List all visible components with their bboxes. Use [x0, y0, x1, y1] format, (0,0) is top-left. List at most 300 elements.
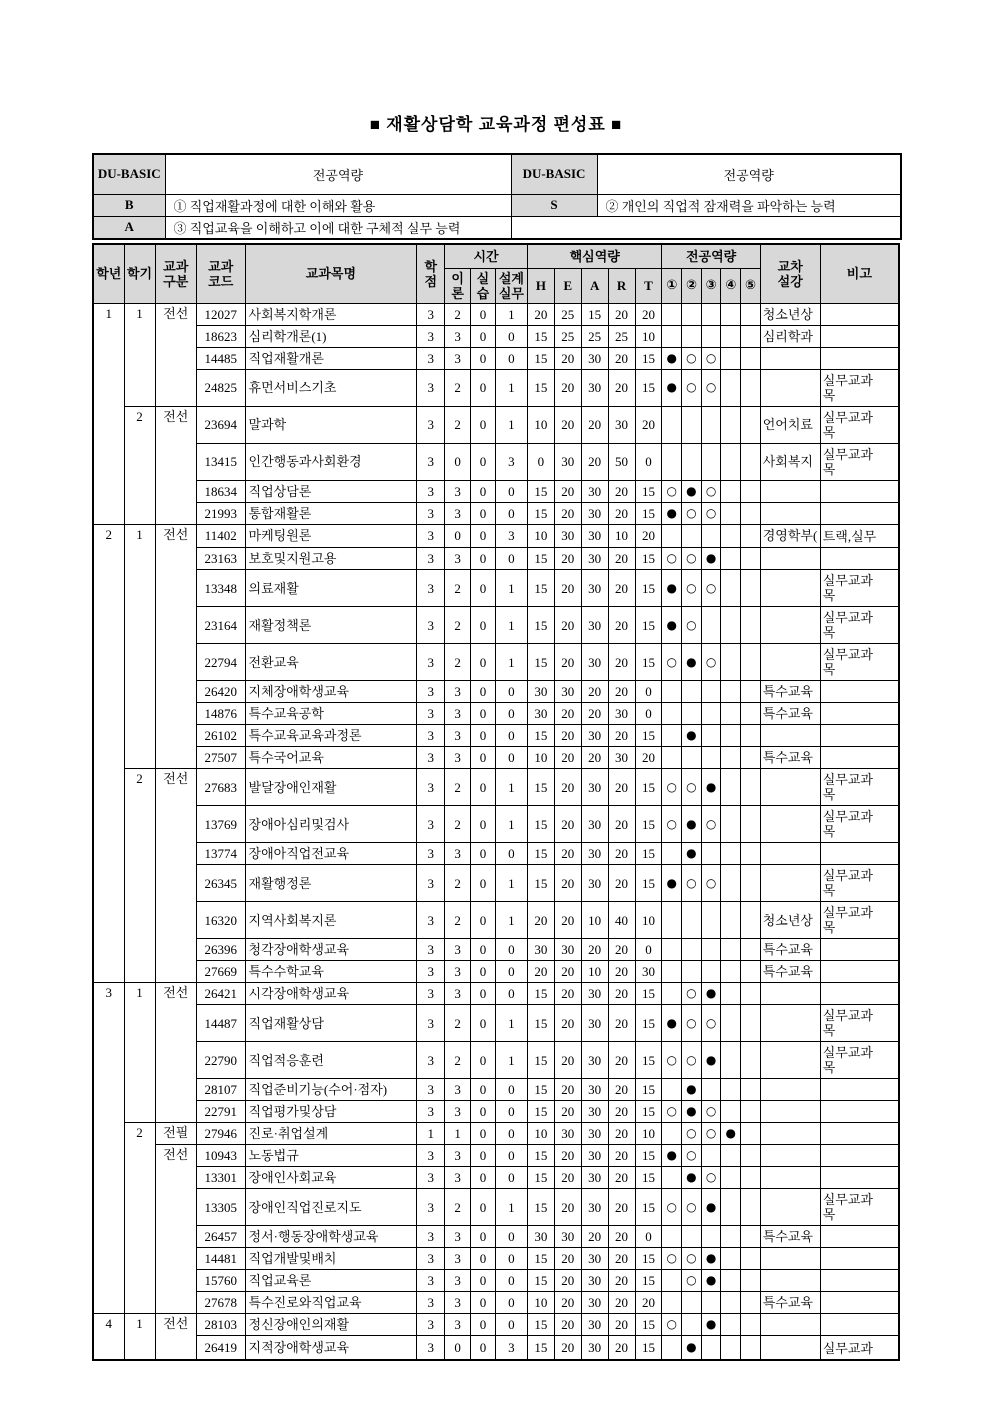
credits: 3 — [417, 939, 445, 961]
major-competency-5 — [741, 865, 761, 902]
heart-t: 15 — [635, 1101, 662, 1123]
table-row — [93, 303, 899, 325]
course-code: 21993 — [196, 502, 245, 524]
course-code: 13415 — [196, 443, 245, 480]
cross-listing — [760, 1270, 820, 1292]
heart-t: 20 — [635, 303, 662, 325]
heart-a: 20 — [581, 681, 608, 703]
major-competency-3: ○ — [701, 1123, 721, 1145]
hours-design: 0 — [495, 1145, 527, 1167]
remark — [820, 747, 899, 769]
major-competency-3: ● — [701, 1189, 721, 1226]
heart-h: 0 — [527, 443, 554, 480]
major-competency-1 — [662, 939, 682, 961]
hours-practice: 0 — [471, 1270, 496, 1292]
header-heart-h: H — [527, 268, 554, 303]
major-competency-4 — [721, 325, 741, 347]
cross-listing: 경영학부( — [760, 524, 820, 548]
major-competency-5 — [741, 747, 761, 769]
remark-text: 실무교과목 — [822, 573, 873, 604]
major-competency-2 — [682, 902, 702, 939]
hours-theory: 2 — [445, 1042, 471, 1079]
major-competency-1 — [662, 303, 682, 325]
major-competency-4 — [721, 1101, 741, 1123]
hours-practice: 0 — [471, 939, 496, 961]
major-competency-1: ○ — [662, 1248, 682, 1270]
heart-a: 30 — [581, 480, 608, 502]
heart-r: 30 — [608, 747, 635, 769]
major-competency-2 — [682, 703, 702, 725]
major-competency-1: ● — [662, 347, 682, 369]
division-cell: 전선 — [155, 303, 196, 406]
remark-text: 실무교과목 — [822, 905, 873, 936]
major-competency-4 — [721, 644, 741, 681]
course-code: 26420 — [196, 681, 245, 703]
heart-e: 20 — [554, 369, 581, 406]
major-competency-5 — [741, 1336, 761, 1360]
heart-t: 15 — [635, 769, 662, 806]
hours-theory: 3 — [445, 961, 471, 983]
hours-design: 1 — [495, 902, 527, 939]
cross-listing: 특수교육 — [760, 1292, 820, 1314]
heart-a: 30 — [581, 1005, 608, 1042]
cross-listing — [760, 769, 820, 806]
remark — [820, 1336, 899, 1360]
major-competency-5 — [741, 843, 761, 865]
heart-r: 20 — [608, 961, 635, 983]
cross-listing — [760, 1005, 820, 1042]
table-row — [93, 1123, 899, 1145]
heart-e: 20 — [554, 902, 581, 939]
cross-listing: 청소년상 — [760, 303, 820, 325]
heart-r: 20 — [608, 1292, 635, 1314]
course-name: 특수교육공학 — [245, 703, 417, 725]
cross-listing: 특수교육 — [760, 961, 820, 983]
major-competency-4 — [721, 681, 741, 703]
hours-theory: 2 — [445, 369, 471, 406]
cross-listing: 특수교육 — [760, 703, 820, 725]
major-competency-4 — [721, 480, 741, 502]
major-competency-1 — [662, 1226, 682, 1248]
header-remark: 비고 — [820, 244, 899, 304]
major-competency-3 — [701, 939, 721, 961]
hours-theory: 0 — [445, 443, 471, 480]
remark-text: 실무교과목 — [822, 868, 873, 899]
credits: 3 — [417, 548, 445, 570]
major-competency-4 — [721, 747, 741, 769]
major-competency-3: ● — [701, 1042, 721, 1079]
major-competency-5 — [741, 1167, 761, 1189]
course-name: 시각장애학생교육 — [245, 983, 417, 1005]
major-competency-1 — [662, 524, 682, 548]
heart-t: 15 — [635, 1042, 662, 1079]
credits: 3 — [417, 961, 445, 983]
heart-a: 30 — [581, 983, 608, 1005]
header-heart-a: A — [581, 268, 608, 303]
hours-practice: 0 — [471, 548, 496, 570]
major-competency-2: ● — [682, 1336, 702, 1360]
major-competency-1: ○ — [662, 769, 682, 806]
cross-listing — [760, 983, 820, 1005]
heart-h: 15 — [527, 1336, 554, 1360]
hours-practice: 0 — [471, 806, 496, 843]
heart-e: 30 — [554, 443, 581, 480]
semester-cell: 1 — [124, 524, 155, 769]
course-name: 진로·취업설계 — [245, 1123, 417, 1145]
hours-theory: 3 — [445, 502, 471, 524]
table-row — [93, 548, 899, 570]
major-competency-2 — [682, 524, 702, 548]
hours-practice: 0 — [471, 961, 496, 983]
curriculum-body — [93, 303, 899, 1360]
cross-listing: 특수교육 — [760, 747, 820, 769]
heart-t: 15 — [635, 570, 662, 607]
major-competency-3: ● — [701, 1270, 721, 1292]
header-theory: 이론 — [445, 268, 471, 303]
heart-t: 15 — [635, 865, 662, 902]
heart-e: 20 — [554, 1189, 581, 1226]
table-header — [93, 244, 899, 304]
heart-a: 30 — [581, 1189, 608, 1226]
heart-a: 30 — [581, 1079, 608, 1101]
major-competency-1: ○ — [662, 644, 682, 681]
major-competency-3 — [701, 961, 721, 983]
heart-r: 20 — [608, 644, 635, 681]
major-competency-1: ● — [662, 502, 682, 524]
hours-design: 1 — [495, 806, 527, 843]
hours-practice: 0 — [471, 570, 496, 607]
remark-text: 실무교과목 — [822, 1045, 873, 1076]
remark — [820, 806, 899, 843]
major-competency-4 — [721, 369, 741, 406]
heart-a: 30 — [581, 865, 608, 902]
heart-t: 15 — [635, 1336, 662, 1360]
table-row — [93, 1042, 899, 1079]
header-cross-listing: 교차설강 — [760, 244, 820, 304]
cross-listing — [760, 1314, 820, 1336]
hours-design: 1 — [495, 607, 527, 644]
heart-h: 15 — [527, 1101, 554, 1123]
heart-r: 20 — [608, 769, 635, 806]
major-competency-2 — [682, 747, 702, 769]
hours-practice: 0 — [471, 644, 496, 681]
major-competency-3: ○ — [701, 806, 721, 843]
cross-listing — [760, 548, 820, 570]
cross-listing — [760, 806, 820, 843]
major-competency-2: ○ — [682, 607, 702, 644]
heart-e: 30 — [554, 681, 581, 703]
major-competency-5 — [741, 1314, 761, 1336]
cross-listing — [760, 1079, 820, 1101]
major-competency-2: ● — [682, 1167, 702, 1189]
header-practice: 실습 — [471, 268, 496, 303]
heart-h: 15 — [527, 1079, 554, 1101]
course-code: 26457 — [196, 1226, 245, 1248]
course-name: 직업적응훈련 — [245, 1042, 417, 1079]
credits: 1 — [417, 1123, 445, 1145]
hours-design: 0 — [495, 1226, 527, 1248]
du-basic-item-text: ① 직업재활과정에 대한 이해와 활용 — [165, 194, 511, 216]
heart-r: 20 — [608, 1123, 635, 1145]
major-competency-4 — [721, 347, 741, 369]
major-competency-2: ○ — [682, 347, 702, 369]
hours-practice: 0 — [471, 1314, 496, 1336]
major-competency-1 — [662, 843, 682, 865]
major-competency-2: ○ — [682, 548, 702, 570]
major-competency-3 — [701, 443, 721, 480]
heart-r: 20 — [608, 1145, 635, 1167]
remark — [820, 843, 899, 865]
course-name: 의료재활 — [245, 570, 417, 607]
heart-a: 30 — [581, 548, 608, 570]
hours-design: 0 — [495, 1167, 527, 1189]
remark — [820, 1270, 899, 1292]
major-competency-4 — [721, 983, 741, 1005]
remark — [820, 1167, 899, 1189]
cross-listing: 사회복지 — [760, 443, 820, 480]
course-code: 27683 — [196, 769, 245, 806]
course-code: 10943 — [196, 1145, 245, 1167]
course-name: 인간행동과사회환경 — [245, 443, 417, 480]
major-competency-3: ● — [701, 983, 721, 1005]
header-major-3: ③ — [701, 268, 721, 303]
hours-theory: 2 — [445, 607, 471, 644]
major-competency-1 — [662, 1270, 682, 1292]
grade-cell: 4 — [93, 1314, 124, 1360]
heart-r: 20 — [608, 502, 635, 524]
heart-h: 15 — [527, 325, 554, 347]
major-competency-4 — [721, 1145, 741, 1167]
heart-a: 30 — [581, 725, 608, 747]
major-competency-5 — [741, 548, 761, 570]
major-competency-5 — [741, 369, 761, 406]
major-competency-1 — [662, 983, 682, 1005]
hours-practice: 0 — [471, 369, 496, 406]
cross-listing — [760, 843, 820, 865]
hours-design: 1 — [495, 1005, 527, 1042]
table-row — [93, 703, 899, 725]
document-page — [92, 0, 900, 1361]
major-competency-5 — [741, 681, 761, 703]
cross-listing — [760, 1189, 820, 1226]
heart-a: 20 — [581, 406, 608, 443]
major-competency-5 — [741, 902, 761, 939]
semester-cell: 1 — [124, 303, 155, 406]
table-row — [93, 406, 899, 443]
major-competency-5 — [741, 1079, 761, 1101]
heart-a: 30 — [581, 1123, 608, 1145]
heart-h: 15 — [527, 1270, 554, 1292]
heart-h: 15 — [527, 806, 554, 843]
table-row — [93, 480, 899, 502]
hours-theory: 1 — [445, 1123, 471, 1145]
heart-h: 30 — [527, 681, 554, 703]
remark — [820, 325, 899, 347]
credits: 3 — [417, 1270, 445, 1292]
major-competency-1 — [662, 747, 682, 769]
heart-e: 20 — [554, 480, 581, 502]
heart-t: 15 — [635, 1005, 662, 1042]
course-code: 13348 — [196, 570, 245, 607]
heart-h: 15 — [527, 769, 554, 806]
course-code: 28103 — [196, 1314, 245, 1336]
cross-listing — [760, 1248, 820, 1270]
credits: 3 — [417, 443, 445, 480]
heart-e: 30 — [554, 1123, 581, 1145]
table-row — [93, 570, 899, 607]
table-row — [93, 1167, 899, 1189]
remark — [820, 607, 899, 644]
course-code: 22791 — [196, 1101, 245, 1123]
hours-theory: 3 — [445, 1292, 471, 1314]
heart-t: 10 — [635, 902, 662, 939]
hours-design: 0 — [495, 1292, 527, 1314]
major-competency-3 — [701, 607, 721, 644]
major-competency-3: ○ — [701, 570, 721, 607]
credits: 3 — [417, 1226, 445, 1248]
heart-t: 30 — [635, 961, 662, 983]
heart-h: 15 — [527, 607, 554, 644]
cross-listing — [760, 502, 820, 524]
credits: 3 — [417, 1292, 445, 1314]
course-name: 직업재활상담 — [245, 1005, 417, 1042]
heart-h: 15 — [527, 502, 554, 524]
heart-h: 15 — [527, 1189, 554, 1226]
major-competency-3: ○ — [701, 1167, 721, 1189]
heart-t: 15 — [635, 843, 662, 865]
hours-practice: 0 — [471, 1079, 496, 1101]
heart-e: 20 — [554, 347, 581, 369]
major-competency-5 — [741, 303, 761, 325]
course-name: 특수국어교육 — [245, 747, 417, 769]
course-name: 노동법규 — [245, 1145, 417, 1167]
hours-design: 1 — [495, 303, 527, 325]
table-row — [93, 325, 899, 347]
heart-h: 10 — [527, 406, 554, 443]
heart-a: 10 — [581, 961, 608, 983]
credits: 3 — [417, 303, 445, 325]
course-code: 26396 — [196, 939, 245, 961]
cross-listing — [760, 1123, 820, 1145]
table-row — [93, 369, 899, 406]
grade-cell: 2 — [93, 524, 124, 983]
cross-listing: 청소년상 — [760, 902, 820, 939]
credits: 3 — [417, 703, 445, 725]
hours-theory: 2 — [445, 1005, 471, 1042]
hours-theory: 3 — [445, 1101, 471, 1123]
cross-listing — [760, 644, 820, 681]
course-name: 통합재활론 — [245, 502, 417, 524]
heart-h: 15 — [527, 1005, 554, 1042]
cross-listing: 특수교육 — [760, 681, 820, 703]
hours-design: 0 — [495, 725, 527, 747]
major-competency-5 — [741, 1226, 761, 1248]
hours-practice: 0 — [471, 347, 496, 369]
major-competency-3: ○ — [701, 502, 721, 524]
cross-listing: 심리학과 — [760, 325, 820, 347]
heart-e: 20 — [554, 548, 581, 570]
major-competency-2: ○ — [682, 1248, 702, 1270]
major-competency-2: ○ — [682, 502, 702, 524]
division-cell: 전선 — [155, 1145, 196, 1314]
heart-a: 30 — [581, 1292, 608, 1314]
division-cell: 전선 — [155, 524, 196, 769]
remark — [820, 347, 899, 369]
table-row — [93, 347, 899, 369]
major-competency-4 — [721, 1226, 741, 1248]
hours-theory: 3 — [445, 1079, 471, 1101]
curriculum-table — [92, 243, 900, 1361]
major-competency-1: ● — [662, 865, 682, 902]
course-code: 18623 — [196, 325, 245, 347]
table-row — [93, 644, 899, 681]
credits: 3 — [417, 681, 445, 703]
course-code: 27507 — [196, 747, 245, 769]
credits: 3 — [417, 502, 445, 524]
major-competency-2 — [682, 325, 702, 347]
major-competency-3: ○ — [701, 480, 721, 502]
hours-practice: 0 — [471, 725, 496, 747]
major-competency-1: ● — [662, 369, 682, 406]
hours-design: 1 — [495, 644, 527, 681]
heart-r: 20 — [608, 843, 635, 865]
credits: 3 — [417, 769, 445, 806]
heart-a: 30 — [581, 1314, 608, 1336]
heart-r: 20 — [608, 570, 635, 607]
major-competency-5 — [741, 570, 761, 607]
major-competency-5 — [741, 961, 761, 983]
major-competency-3 — [701, 1226, 721, 1248]
division-cell: 전선 — [155, 1314, 196, 1360]
hours-theory: 3 — [445, 725, 471, 747]
major-competency-5 — [741, 443, 761, 480]
major-competency-5 — [741, 1270, 761, 1292]
heart-a: 30 — [581, 1248, 608, 1270]
heart-h: 10 — [527, 1123, 554, 1145]
major-competency-5 — [741, 1123, 761, 1145]
course-code: 12027 — [196, 303, 245, 325]
major-competency-3: ○ — [701, 1005, 721, 1042]
course-code: 27946 — [196, 1123, 245, 1145]
major-competency-4 — [721, 570, 741, 607]
remark — [820, 983, 899, 1005]
table-row — [93, 1248, 899, 1270]
course-name: 재활행정론 — [245, 865, 417, 902]
major-competency-4 — [721, 725, 741, 747]
credits: 3 — [417, 1167, 445, 1189]
remark — [820, 1123, 899, 1145]
empty-cell — [511, 216, 597, 239]
major-competency-2: ○ — [682, 983, 702, 1005]
header-major-4: ④ — [721, 268, 741, 303]
major-competency-2: ○ — [682, 865, 702, 902]
course-name: 휴먼서비스기초 — [245, 369, 417, 406]
course-name: 직업교육론 — [245, 1270, 417, 1292]
course-code: 27669 — [196, 961, 245, 983]
hours-practice: 0 — [471, 703, 496, 725]
cross-listing — [760, 725, 820, 747]
heart-h: 15 — [527, 548, 554, 570]
major-competency-1: ● — [662, 1005, 682, 1042]
major-competency-4 — [721, 406, 741, 443]
hours-theory: 0 — [445, 1336, 471, 1360]
major-competency-4 — [721, 769, 741, 806]
header-heart-t: T — [635, 268, 662, 303]
table-row — [93, 1005, 899, 1042]
cross-listing — [760, 1145, 820, 1167]
du-basic-left-label: DU-BASIC — [93, 154, 165, 194]
major-competency-4 — [721, 303, 741, 325]
